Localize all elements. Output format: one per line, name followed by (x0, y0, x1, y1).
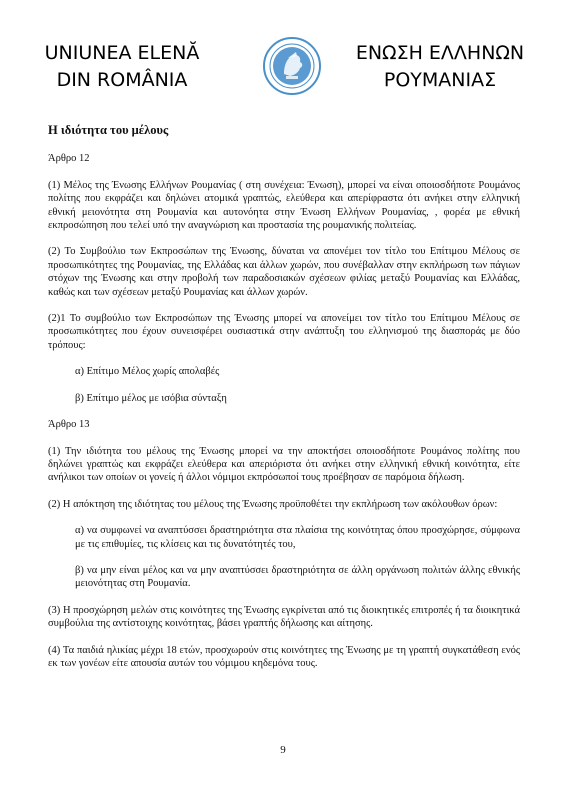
article-13-condition-b: β) να μην είναι μέλος και να μην αναπτύσσει δραστηριότητα σε άλλη οργάνωση πολιτών άλλης εθνικής μειονότητας στη Ρουμανία. (75, 564, 520, 590)
organization-logo-icon (262, 36, 322, 96)
article-13-heading: Άρθρο 13 (48, 419, 90, 431)
section-title: Η ιδιότητα του μέλους (48, 123, 169, 137)
article-13-paragraph-2: (2) Η απόκτηση της ιδιότητας του μέλους της Ένωσης προϋποθέτει την εκπλήρωση των ακόλουθων όρων: (48, 498, 498, 510)
header-left-romanian (22, 40, 222, 94)
article-12-option-b: β) Επίτιμο μέλος με ισόβια σύνταξη (75, 392, 227, 404)
article-13-paragraph-4: (4) Τα παιδιά ηλικίας μέχρι 18 ετών, προσχωρούν στις κοινότητες της Ένωσης με τη γραπτή συγκατάθεση ενός εκ των γονέων είτε απουσία αυτών του νόμιμου κηδεμόνα τους. (48, 644, 520, 669)
article-13-condition-a: α) να συμφωνεί να αναπτύσσει δραστηριότητα στα πλαίσια της κοινότητας όπου προσχώρησε, σύμφωνα με τις επιθυμίες, τις κλίσεις και τις δυνατότητές του, (75, 525, 520, 550)
org-name-greek-line2: ΡΟΥΜΑΝΙΑΣ (383, 69, 497, 91)
article-13-paragraph-1: (1) Την ιδιότητα του μέλους της Ένωσης μπορεί να την αποκτήσει οποιοσδήποτε Ρουμάνος πολίτης που δηλώνει γραπτώς και εκφράζει ελεύθερα και απεριόριστα ότι ανήκει στην ελληνική εθνική κοινότητα, είτε ανήλικοι των οποίων οι γονείς ή άλλοι νόμιμοι εκπρόσωποί τους προέβησαν σε παρόμοια δήλωση. (48, 445, 520, 484)
article-12-heading: Άρθρο 12 (48, 153, 90, 165)
header-right-greek (340, 40, 540, 94)
article-12-paragraph-1: (1) Μέλος της Ένωσης Ελλήνων Ρουμανίας ( στη συνέχεια: Ένωση), μπορεί να είναι οποιοσδήποτε Ρουμάνος πολίτης που εκφράζει και δηλώνει ατομικά γραπτώς, ελεύθερα και απερίφραστα ότι ανήκει στην ελληνική εθνική μειονότητα στη Ρουμανία και αυτονόητα στην Ένωση Ελλήνων Ρουμανίας, , φορέα με εθνική εκπροσώπηση που τελεί υπό την αναγνώριση και προστασία της ρουμανικής πολιτείας. (48, 179, 520, 232)
article-12-paragraph-2-1: (2)1 Το συμβούλιο των Εκπροσώπων της Ένωσης μπορεί να απονείμει τον τίτλο του Επίτιμου Μέλους σε προσωπικότητες που έχουν συνεισφέρει ουσιαστικά στην ανάπτυξη του ελληνισμού της διασποράς με δύο τρόπους: (48, 313, 520, 351)
document-body (48, 124, 520, 683)
article-12-paragraph-2: (2) Το Συμβούλιο των Εκπροσώπων της Ένωσης, δύναται να απονέμει τον τίτλο του Επίτιμου Μέλους σε προσωπικότητες της Ρουμανίας, της Ελλάδας και άλλων χωρών, που συνέβαλλαν στην εκπλήρωση των πάγιων στόχων της Ένωσης και στην προβολή των παραδοσιακών σχέσεων φιλίας μεταξύ Ρουμανίας και Ελλάδας, καθώς και των σχέσεων μεταξύ Ρουμανίας και άλλων χωρών. (48, 246, 520, 298)
org-name-romanian-line2: DIN ROMÂNIA (56, 69, 188, 91)
org-name-romanian-line1: UNIUNEA ELENĂ (44, 42, 200, 64)
article-12-option-a: α) Επίτιμο Μέλος χωρίς απολαβές (75, 366, 220, 378)
org-name-greek-line1: ΕΝΩΣΗ ΕΛΛΗΝΩΝ (355, 42, 525, 64)
page-number: 9 (280, 744, 286, 756)
article-13-paragraph-3: (3) Η προσχώρηση μελών στις κοινότητες της Ένωσης εγκρίνεται από τις διοικητικές επιτροπές ή τα διοικητικά συμβούλια της αντίστοιχης κοινότητας, βάσει γραπτής δήλωσης και αίτησης. (48, 604, 520, 630)
